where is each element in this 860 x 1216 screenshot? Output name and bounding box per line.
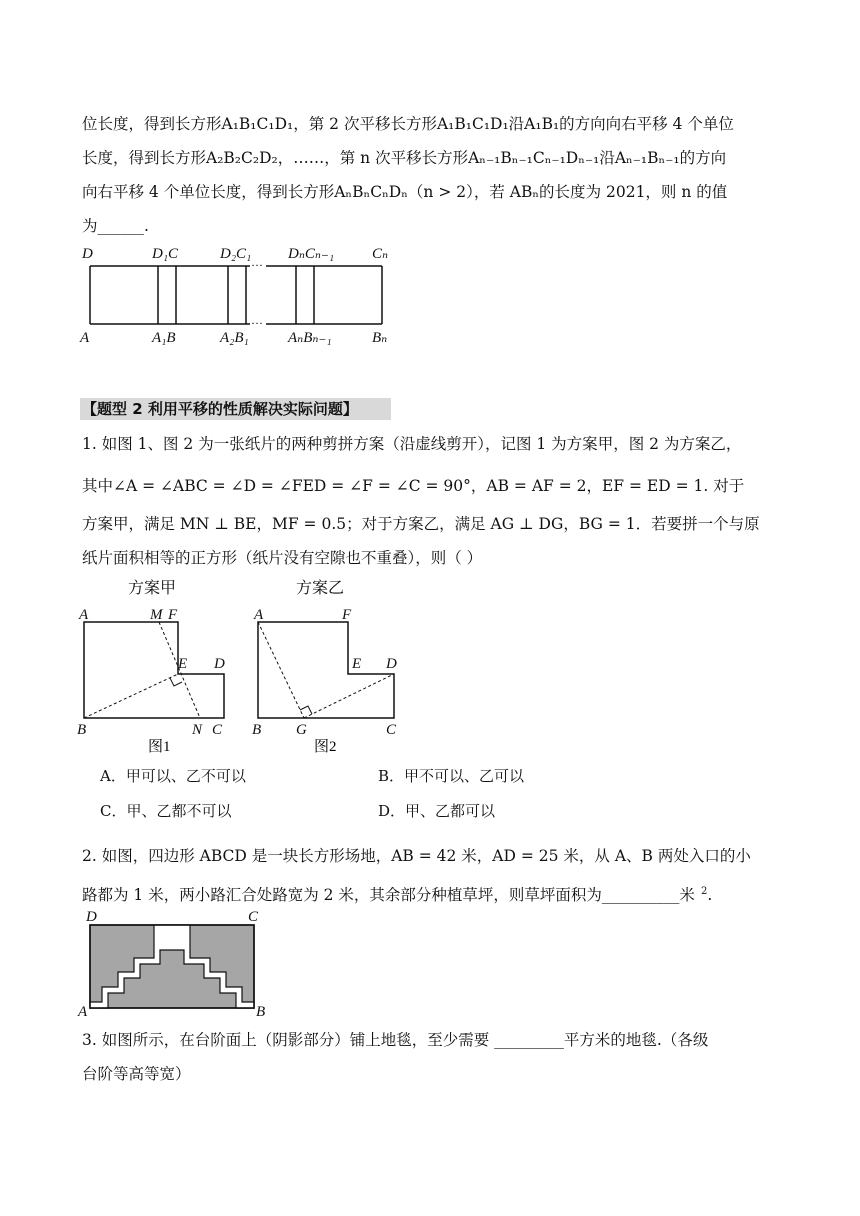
lawn-label-A: A — [78, 1004, 88, 1020]
option-c: C．甲、乙都不可以 — [100, 802, 232, 820]
q1-line-1: 1. 如图 1、图 2 为一张纸片的两种剪拼方案（沿虚线剪开），记图 1 为方案甲，图 2 为方案乙， — [82, 435, 742, 453]
q1-line-3: 方案甲，满足 MN ⊥ BE，MF = 0.5；对于方案乙，满足 AG ⊥ DG，BG = 1．若要拼一个与原 — [82, 515, 760, 533]
label-AnBn1: AₙBₙ₋₁ — [288, 330, 332, 346]
q3-line-2: 台阶等高等宽） — [82, 1065, 191, 1083]
intro-line-1: 位长度，得到长方形A₁B₁C₁D₁，第 2 次平移长方形A₁B₁C₁D₁沿A₁B₁的方向向右平移 4 个单位 — [82, 115, 734, 133]
b-label-E: E — [352, 656, 362, 672]
q2-line-1: 2. 如图，四边形 ABCD 是一块长方形场地，AB = 42 米，AD = 25 米，从 A、B 两处入口的小 — [82, 847, 751, 865]
label-D: D — [82, 246, 93, 262]
b-label-B: B — [252, 722, 262, 738]
label-Cn: Cₙ — [372, 246, 389, 262]
lawn-label-B: B — [256, 1004, 266, 1020]
a-label-E: E — [178, 656, 188, 672]
dots-bottom: ··· — [251, 316, 263, 330]
b-label-A: A — [254, 607, 264, 623]
label-A: A — [80, 330, 90, 346]
q2-superscript: 2 — [700, 886, 708, 897]
lawn-figure — [76, 906, 276, 1021]
a-label-C: C — [212, 722, 223, 738]
option-d: D．甲、乙都可以 — [378, 802, 496, 820]
label-D2C1: D₂C₁ — [220, 246, 252, 262]
intro-line-4: 为______. — [82, 217, 149, 235]
fig2-caption: 图2 — [314, 739, 337, 754]
a-label-N: N — [192, 722, 203, 738]
label-DnCn1: DₙCₙ₋₁ — [288, 246, 335, 262]
label-A1B: A₁B — [152, 330, 176, 346]
option-a: A．甲可以、乙不可以 — [100, 767, 246, 785]
b-label-G: G — [296, 722, 307, 738]
b-label-C: C — [386, 722, 397, 738]
scheme-b-figure — [248, 604, 418, 754]
a-label-F: F — [168, 607, 178, 623]
b-label-F: F — [342, 607, 352, 623]
q2-line-2 — [82, 880, 712, 907]
a-label-A: A — [79, 607, 89, 623]
label-Bn: Bₙ — [372, 330, 388, 346]
a-label-B: B — [77, 722, 87, 738]
intro-line-2: 长度，得到长方形A₂B₂C₂D₂，……，第 n 次平移长方形Aₙ₋₁Bₙ₋₁Cₙ₋₁Dₙ₋₁沿Aₙ₋₁Bₙ₋₁的方向 — [82, 149, 727, 167]
lawn-label-D: D — [86, 909, 97, 925]
intro-line-3: 向右平移 4 个单位长度，得到长方形AₙBₙCₙDₙ（n > 2），若 ABₙ的长度为 2021，则 n 的值 — [82, 183, 728, 201]
fig1-caption: 图1 — [148, 739, 171, 754]
b-label-D: D — [386, 656, 397, 672]
scheme-a-figure — [74, 604, 244, 754]
label-A2B1: A₂B₁ — [220, 330, 249, 346]
q2-line-2-text: 路都为 1 米，两小路汇合处路宽为 2 米，其余部分种植草坪，则草坪面积为__________米 — [82, 886, 695, 905]
q1-line-2: 其中∠A = ∠ABC = ∠D = ∠FED = ∠F = ∠C = 90°，AB = AF = 2，EF = ED = 1. 对于 — [82, 477, 745, 495]
section-heading: 【题型 2 利用平移的性质解决实际问题】 — [80, 398, 391, 420]
a-label-M: M — [150, 607, 163, 623]
a-label-D: D — [214, 656, 225, 672]
option-b: B．甲不可以、乙可以 — [378, 767, 525, 785]
dots-top: ··· — [251, 258, 263, 272]
q3-line-1: 3. 如图所示，在台阶面上（阴影部分）铺上地毯，至少需要 _________平方米的地毯.（各级 — [82, 1031, 709, 1049]
lawn-label-C: C — [248, 909, 259, 925]
q1-line-4: 纸片面积相等的正方形（纸片没有空隙也不重叠），则（ ） — [82, 549, 483, 567]
scheme-a-title: 方案甲 — [128, 578, 177, 597]
translation-figure — [70, 236, 410, 356]
label-D1C: D₁C — [152, 246, 179, 262]
q2-line-2-end: . — [707, 886, 713, 905]
scheme-b-title: 方案乙 — [296, 578, 345, 597]
